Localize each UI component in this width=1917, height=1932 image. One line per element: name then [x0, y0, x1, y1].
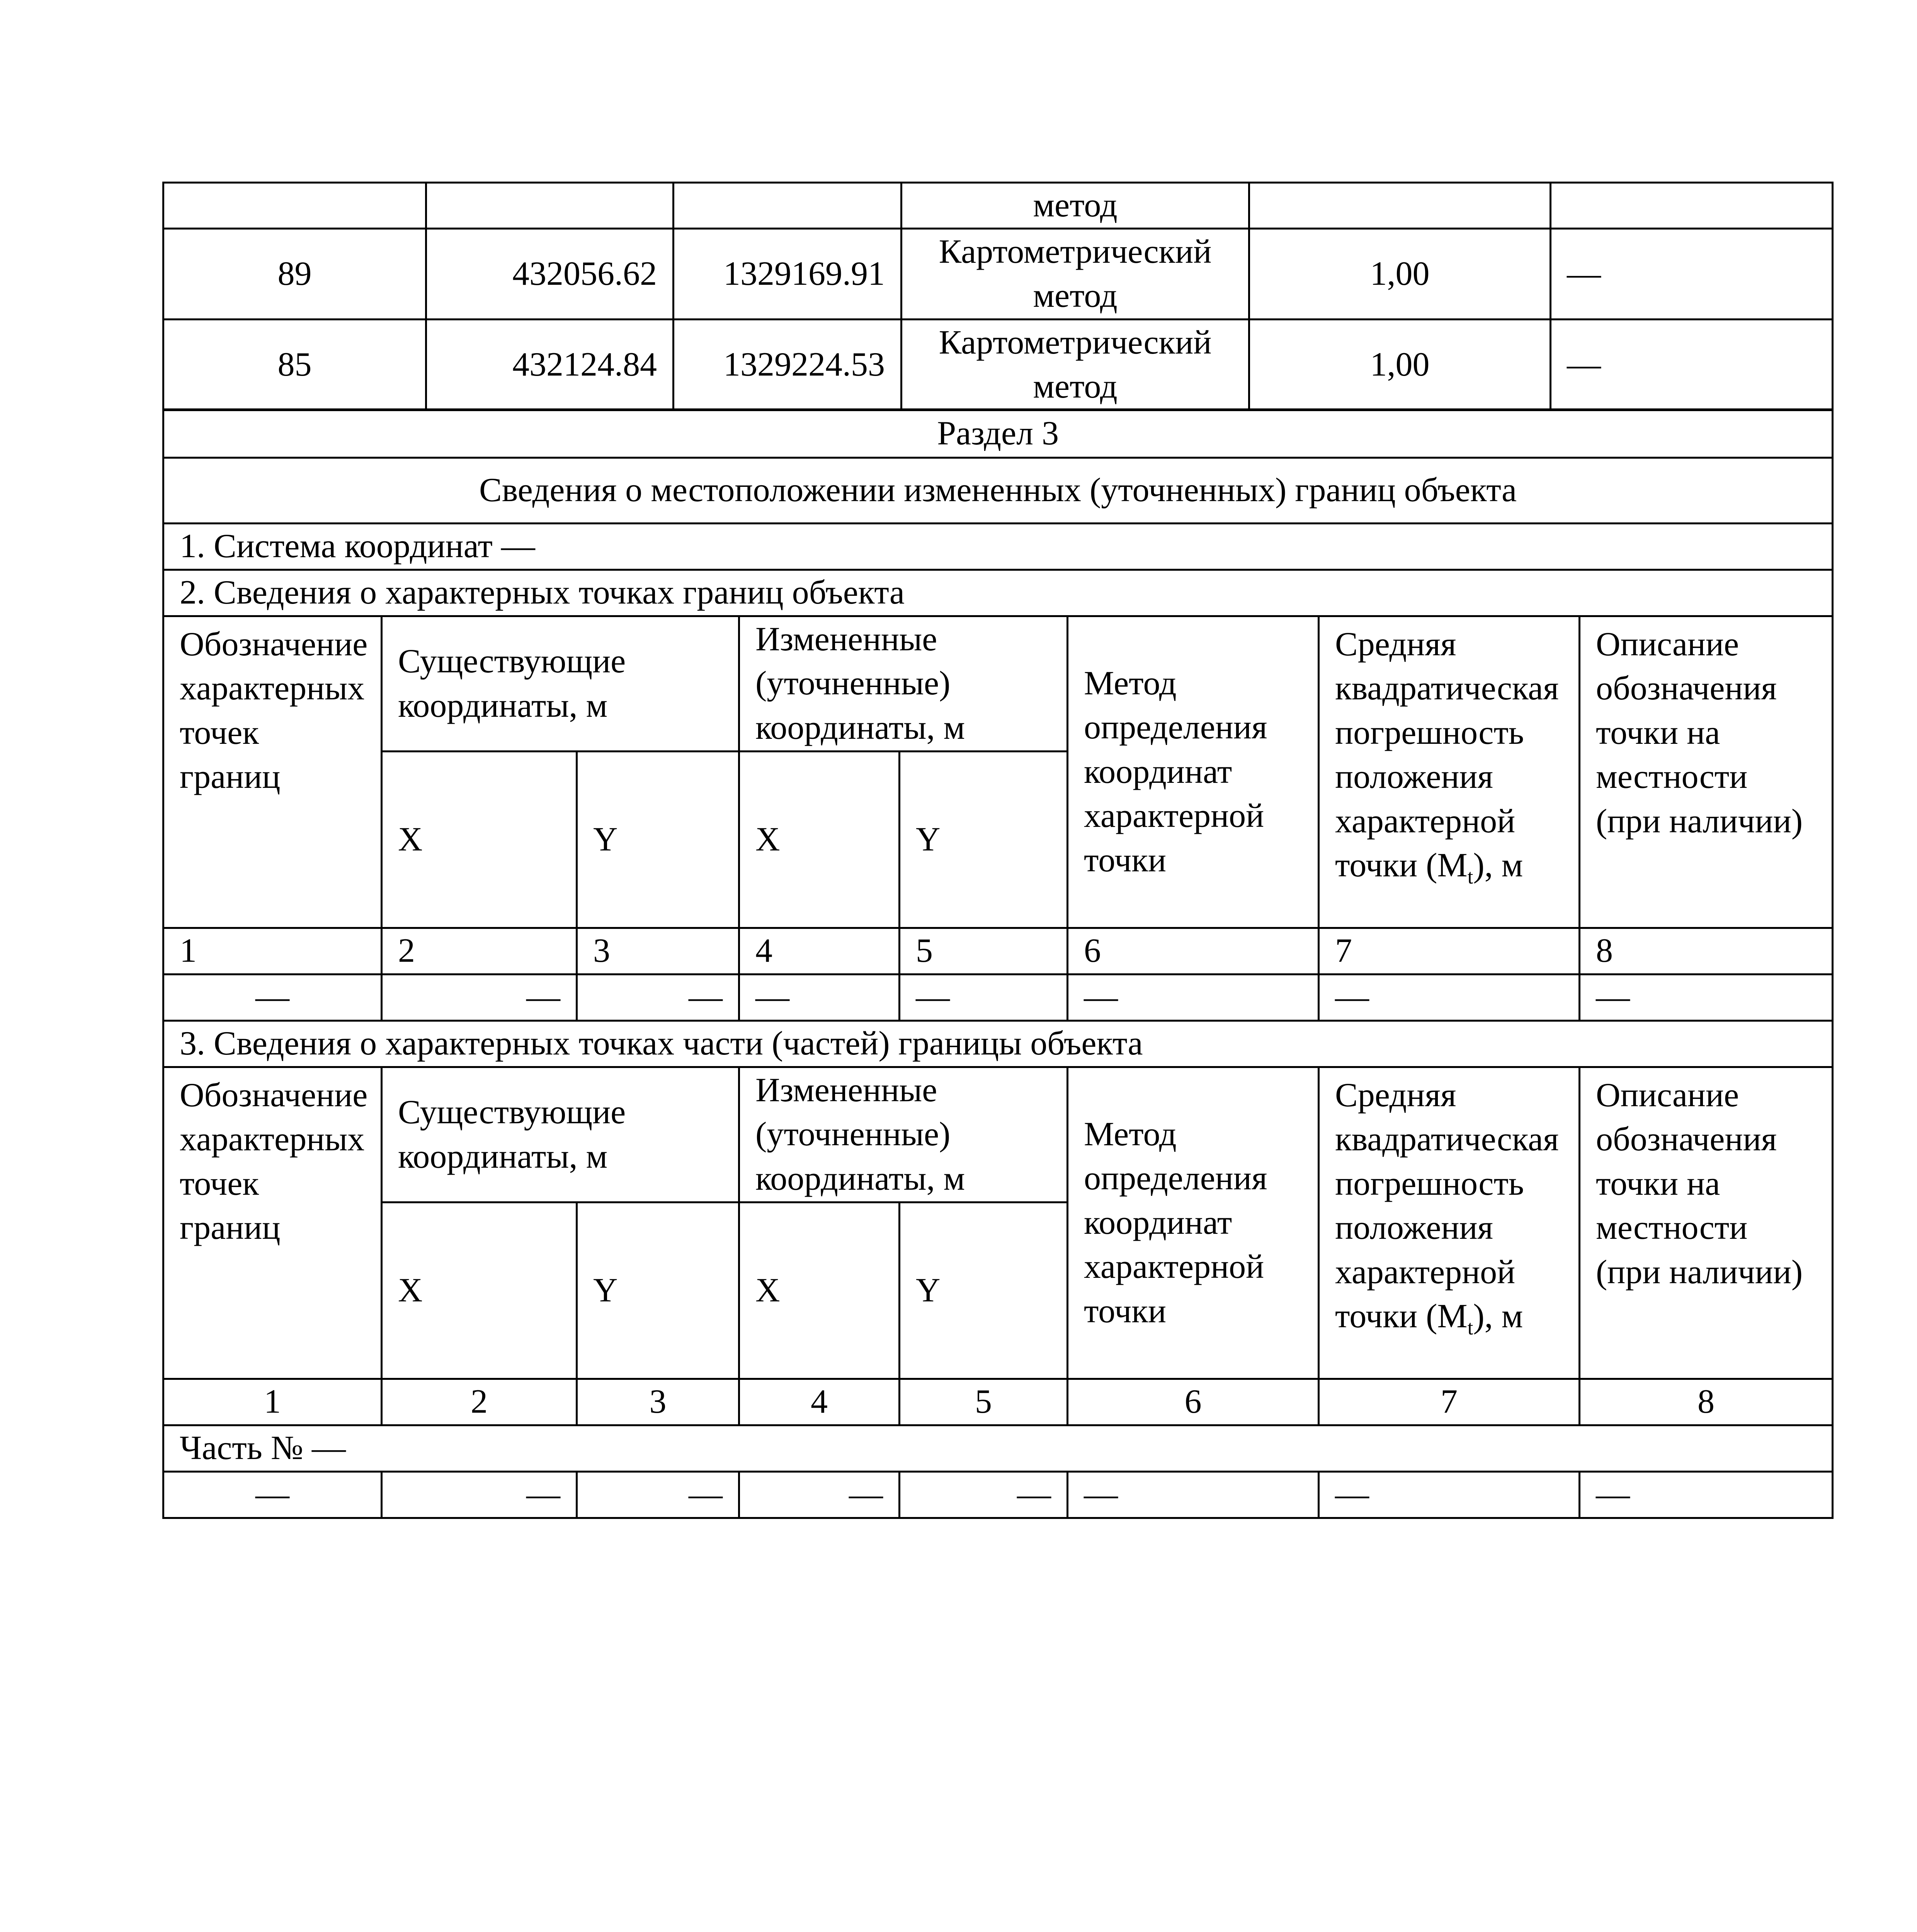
header-description: Описание обозначения точки на местности (при наличии) — [1580, 1067, 1833, 1379]
table-row — [163, 524, 1833, 570]
header-y-changed: Y — [900, 1202, 1068, 1379]
coordinates-table-continuation — [162, 182, 1834, 411]
header-y-existing: Y — [577, 752, 739, 928]
header-x-existing: X — [382, 1202, 577, 1379]
method-cell: Картометрический метод — [902, 229, 1249, 320]
header-y-existing: Y — [577, 1202, 739, 1379]
point-number: 89 — [163, 229, 426, 320]
table-row — [163, 616, 1833, 752]
table-row: — — — — — — — — — [163, 1472, 1833, 1518]
header-existing-coordinates: Существующие координаты, м — [382, 1067, 739, 1202]
points-heading: 2. Сведения о характерных точках границ объекта — [163, 570, 1833, 616]
section-subtitle: Сведения о местоположении измененных (уточненных) границ объекта — [163, 458, 1833, 524]
point-number: 85 — [163, 320, 426, 410]
description-cell: — — [1551, 229, 1833, 320]
description-cell: — — [1551, 320, 1833, 410]
header-accuracy: Средняя квадратическая погрешность положения характерной точки $(M_t)$, м — [1319, 1067, 1580, 1379]
x-coordinate: 432056.62 — [426, 229, 674, 320]
table-row — [163, 1021, 1833, 1067]
table-row: — — — — — — — — — [163, 975, 1833, 1021]
header-y-changed: Y — [900, 752, 1068, 928]
column-numbers-row: 1 2 3 4 5 6 7 8 — [163, 928, 1833, 975]
table-row — [163, 183, 1833, 229]
parts-heading: 3. Сведения о характерных точках части (частей) границы объекта — [163, 1021, 1833, 1067]
table-row — [163, 1425, 1833, 1472]
coordinate-system: 1. Система координат — — [163, 524, 1833, 570]
part-label: Часть № — — [163, 1425, 1833, 1472]
column-numbers-row: 1 2 3 4 5 6 7 8 — [163, 1379, 1833, 1425]
method-cell: Картометрический метод — [902, 320, 1249, 410]
y-coordinate: 1329169.91 — [674, 229, 902, 320]
x-coordinate: 432124.84 — [426, 320, 674, 410]
method-cell: метод — [902, 183, 1249, 229]
header-accuracy: Средняя квадратическая погрешность положения характерной точки $(M_t)$, м — [1319, 616, 1580, 928]
y-coordinate: 1329224.53 — [674, 320, 902, 410]
section3-table — [162, 408, 1834, 1519]
table-row — [163, 570, 1833, 616]
header-designation: Обозначение характерных точек границ — [163, 1067, 382, 1379]
accuracy-cell: 1,00 — [1249, 320, 1551, 410]
header-changed-coordinates: Измененные (уточненные) координаты, м — [739, 616, 1068, 752]
header-designation: Обозначение характерных точек границ — [163, 616, 382, 928]
header-x-existing: X — [382, 752, 577, 928]
section-title: Раздел 3 — [163, 410, 1833, 458]
header-method: Метод определения координат характерной точки — [1068, 616, 1319, 928]
accuracy-cell: 1,00 — [1249, 229, 1551, 320]
header-x-changed: X — [739, 752, 900, 928]
header-existing-coordinates: Существующие координаты, м — [382, 616, 739, 752]
header-method: Метод определения координат характерной точки — [1068, 1067, 1319, 1379]
table-row — [163, 229, 1833, 320]
table-row — [163, 1067, 1833, 1202]
table-row — [163, 410, 1833, 458]
header-description: Описание обозначения точки на местности (при наличии) — [1580, 616, 1833, 928]
table-row — [163, 458, 1833, 524]
table-row — [163, 320, 1833, 410]
header-x-changed: X — [739, 1202, 900, 1379]
header-changed-coordinates: Измененные (уточненные) координаты, м — [739, 1067, 1068, 1202]
